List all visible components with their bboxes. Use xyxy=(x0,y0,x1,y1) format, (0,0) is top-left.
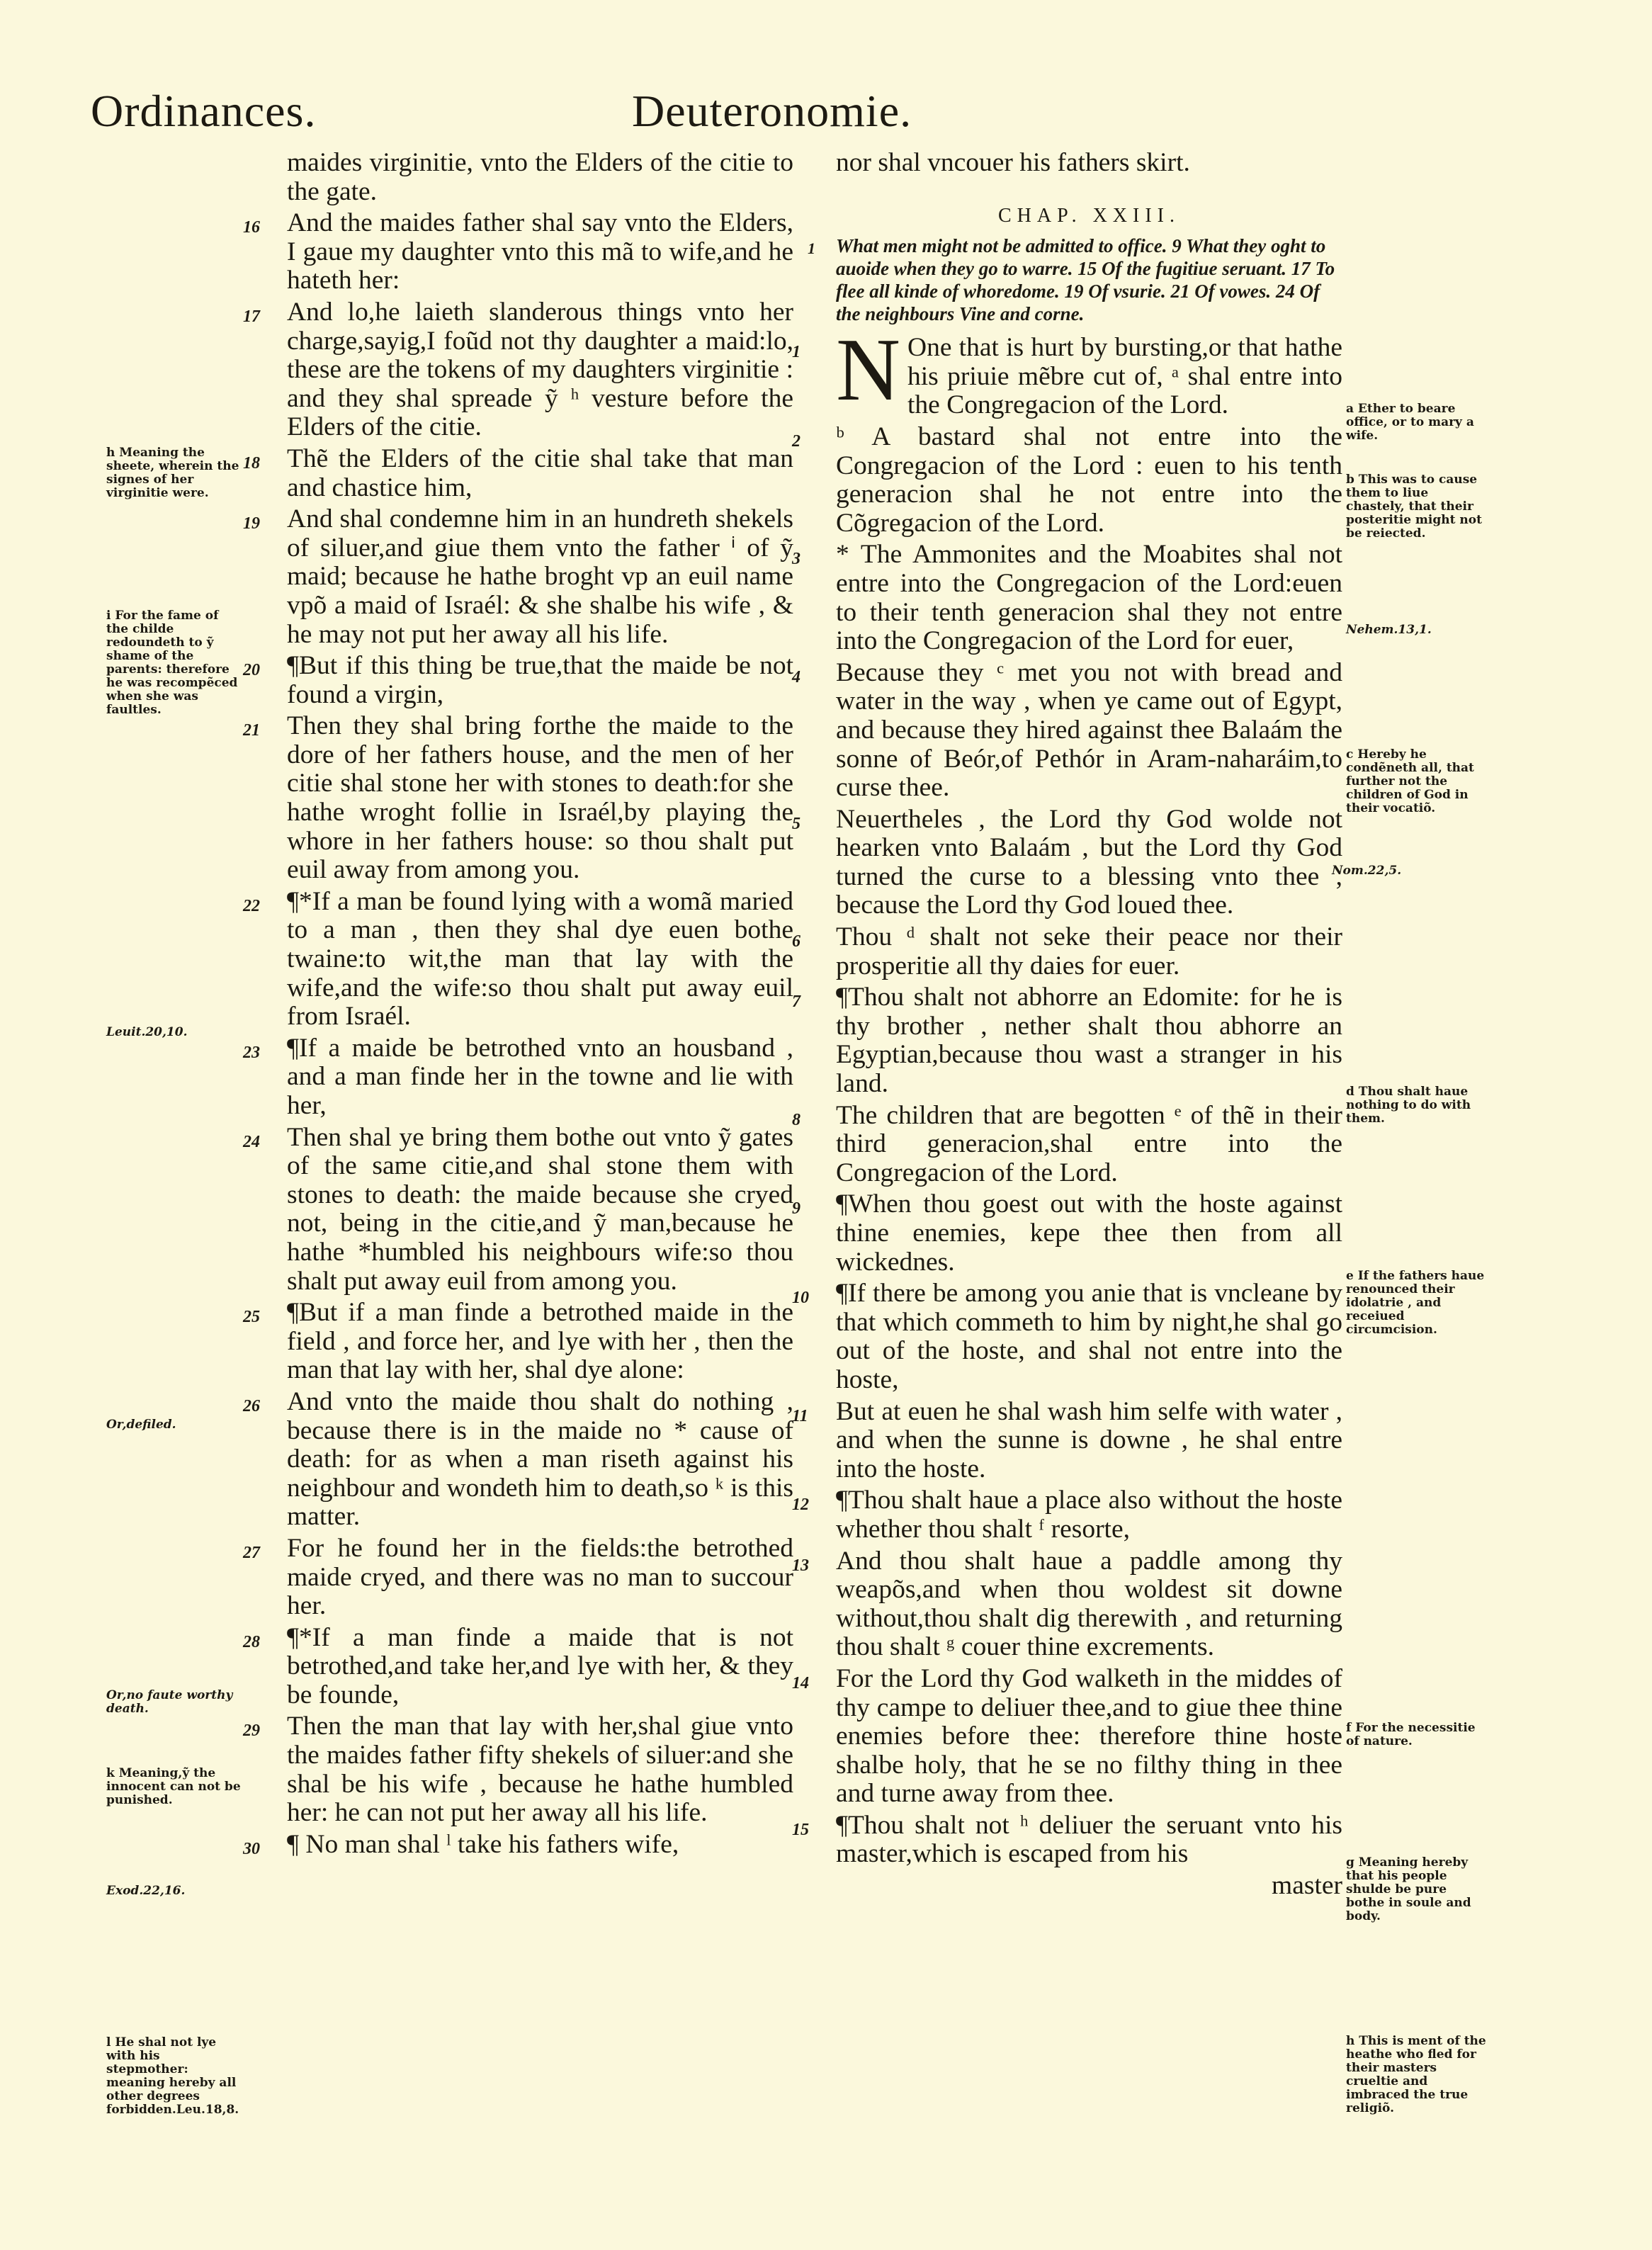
margin-note: Or,no faute worthy death. xyxy=(106,1688,233,1716)
verse-text: And shal condemne him in an hundreth shekels of siluer,and giue them vnto the father ⁱ of ỹ maid; because he hathe broght vp an euil name vpõ a maid of Israél: & she shalbe his wife , & he may not put her away all his life. xyxy=(287,504,793,649)
verse-text: And lo,he laieth slanderous things vnto her charge,sayig,I foũd not thy daughter a maid:lo, these are the tokens of my daughters virginitie : and they shal spreade ỹ ʰ vesture before the Elders of the citie. xyxy=(287,297,793,442)
verse-number: 16 xyxy=(243,218,260,237)
chapter-heading: CHAP. XXIII. xyxy=(998,204,1180,227)
catchword xyxy=(836,1872,1342,1901)
verse xyxy=(792,657,1342,803)
verse xyxy=(243,1298,793,1385)
summary-number: 1 xyxy=(808,239,815,258)
verse-number: 29 xyxy=(243,1722,260,1741)
verse-number: 17 xyxy=(243,307,260,326)
margin-note: a Ether to beare office, or to mary a wife. xyxy=(1346,402,1474,443)
running-head-center: Deuteronomie. xyxy=(632,86,912,136)
verse xyxy=(792,983,1342,1099)
verse-number: 19 xyxy=(243,514,260,533)
verse-text: ¶*If a man finde a maide that is not betrothed,and take her,and lye with her, & they be founde, xyxy=(287,1622,793,1709)
verse-number: 7 xyxy=(792,993,800,1012)
verse xyxy=(287,149,793,206)
cross-reference: Nehem.13,1. xyxy=(1346,623,1432,637)
verse-number: 15 xyxy=(792,1820,809,1839)
verse-text: Then shal ye bring them bothe out vnto ỹ gates of the same citie,and shal stone them with stones to death: the maide because she cryed not, being in the citie,and ỹ man,because he hathe *humbled his neighbours wife:so thou shalt put away euil from among you. xyxy=(287,1122,793,1296)
verse-text: maides virginitie, vnto the Elders of the citie to the gate. xyxy=(287,148,793,206)
margin-note: d Thou shalt haue nothing to do with them. xyxy=(1346,1085,1471,1126)
cross-reference: Nom.22,5. xyxy=(1332,864,1402,878)
verse-number: 13 xyxy=(792,1556,809,1575)
verse-text: And the maides father shal say vnto the Elders, I gaue my daughter vnto this mã to wife,and he hateth her: xyxy=(287,208,793,295)
verse xyxy=(243,1386,793,1532)
verse-text: ¶Thou shalt not abhorre an Edomite: for he is thy brother , nether shalt thou abhorre an Egyptian,because thou wast a stranger in his land. xyxy=(836,983,1342,1099)
verse-number: 24 xyxy=(243,1132,260,1151)
verse-number: 18 xyxy=(243,453,260,473)
verse-number: 27 xyxy=(243,1543,260,1562)
margin-note: i For the fame of the childe redoundeth to ỹ shame of the parents: therefore he was recompẽced when she was faultles. xyxy=(106,609,238,717)
verse xyxy=(243,504,793,649)
verse-number: 25 xyxy=(243,1308,260,1327)
verse xyxy=(792,1546,1342,1662)
verse-text: Thou ᵈ shalt not seke their peace nor their prosperitie all thy daies for euer. xyxy=(836,922,1342,980)
verse-number: 10 xyxy=(792,1289,809,1308)
verse-text: Neuertheles , the Lord thy God wolde not hearken vnto Balaám , but the Lord thy God turned the curse to a blessing vnto thee , because the Lord thy God loued thee. xyxy=(836,804,1342,920)
margin-note: c Hereby he condẽneth all, that further not the children of God in their vocatiõ. xyxy=(1346,747,1474,815)
verse xyxy=(243,1033,793,1121)
verse xyxy=(792,540,1342,656)
verse-number: 11 xyxy=(792,1406,808,1425)
verse xyxy=(243,886,793,1031)
margin-note: h Meaning the sheete, wherein the signes of her virginitie were. xyxy=(106,446,239,500)
verse-text: ¶But if a man finde a betrothed maide in the field , and force her, and lye with her , then the man that lay with her, shal dye alone: xyxy=(287,1298,793,1385)
left-text-column xyxy=(243,148,793,1862)
verse xyxy=(792,422,1342,538)
verse-number: 23 xyxy=(243,1043,260,1062)
verse-number: 26 xyxy=(243,1396,260,1415)
catchword-text: master xyxy=(1272,1871,1342,1901)
verse-number: 4 xyxy=(792,667,800,686)
verse xyxy=(243,651,793,709)
verse-text: ¶But if this thing be true,that the maide be not found a virgin, xyxy=(287,651,793,709)
margin-note: b This was to cause them to liue chastely, that their posteritie might not be reiected. xyxy=(1346,473,1482,541)
verse-text: Then they shal bring forthe the maide to the dore of her fathers house, and the men of her citie shal stone her with stones to death:for she hathe wroght follie in Israél,by playing the whore in her fathers house: so thou shalt put euil away from among you. xyxy=(287,711,793,885)
verse xyxy=(792,1100,1342,1188)
chapter-summary xyxy=(808,234,1342,325)
verse xyxy=(243,1829,793,1860)
margin-note: f For the necessitie of nature. xyxy=(1346,1721,1476,1748)
verse-text: ¶If a maide be betrothed vnto an housband , and a man finde her in the towne and lie with her, xyxy=(287,1033,793,1120)
running-head-left: Ordinances. xyxy=(91,86,317,136)
drop-cap: N xyxy=(836,321,900,420)
verse-number: 3 xyxy=(792,550,800,569)
verse xyxy=(243,711,793,885)
verse-number: 9 xyxy=(792,1199,800,1219)
margin-note: l He shal not lye with his stepmother: meaning hereby all other degrees forbidden.Leu.18,8. xyxy=(106,2035,239,2117)
verse-continuation xyxy=(836,149,1342,178)
verse-text: Then the man that lay with her,shal giue vnto the maides father fifty shekels of siluer:and she shal be his wife , because he hathe humbled her: he can not put her away all his life. xyxy=(287,1712,793,1828)
verse-number: 6 xyxy=(792,932,800,951)
verse-text: ¶ No man shal ˡ take his fathers wife, xyxy=(287,1829,679,1859)
right-text-column xyxy=(792,148,1342,1904)
verse-number: 5 xyxy=(792,814,800,833)
cross-reference: Exod.22,16. xyxy=(106,1884,186,1898)
verse-text: And vnto the maide thou shalt do nothing , because there is in the maide no * cause of death: for as when a man riseth against his neighbour and wondeth him to death,so ᵏ is this matter. xyxy=(287,1386,793,1532)
verse-number: 22 xyxy=(243,896,260,915)
verse xyxy=(243,1533,793,1621)
verse-text: But at euen he shal wash him selfe with water , and when the sunne is downe , he shal entre into the hoste. xyxy=(836,1396,1342,1483)
verse xyxy=(792,1279,1342,1394)
verse-text: ¶If there be among you anie that is vncleane by that which commeth to him by night,he shal go out of the hoste, and shal not entre into the hoste, xyxy=(836,1279,1342,1394)
verse-number: 14 xyxy=(792,1673,809,1692)
verse xyxy=(792,1663,1342,1809)
verse xyxy=(243,1712,793,1828)
verse-text: nor shal vncouer his fathers skirt. xyxy=(836,148,1190,177)
verse xyxy=(243,208,793,295)
margin-note: Or,defiled. xyxy=(106,1418,176,1432)
verse-text: For the Lord thy God walketh in the middes of thy campe to deliuer thee,and to giue thee thine enemies before thee: therefore thine hoste shalbe holy, that he se no filthy thing in thee and turne away from thee. xyxy=(836,1663,1342,1809)
summary-text: What men might not be admitted to office. 9 What they oght to auoide when they go to warre. 15 Of the fugitiue seruant. 17 To flee all kinde of whoredome. 19 Of vsurie. 21 Of vowes. 24 Of the neighbours Vine and corne. xyxy=(836,235,1335,325)
verse xyxy=(243,1622,793,1710)
verse-text: The children that are begotten ᵉ of thẽ in their third generacion,shal entre into the Congregacion of the Lord. xyxy=(836,1100,1342,1187)
verse xyxy=(792,1189,1342,1277)
verse-number: 21 xyxy=(243,721,260,740)
verse xyxy=(243,1122,793,1296)
verse-text: ᵇ A bastard shal not entre into the Congregacion of the Lord : euen to his tenth generacion shal he not entre into the Cõgregacion of the Lord. xyxy=(836,422,1342,538)
verse-text: ¶*If a man be found lying with a womã maried to a man , then they shal dye euen bothe twaine:to wit,the man that lay with the wife,and the wife:so thou shalt put away euil from Israél. xyxy=(287,886,793,1031)
verse xyxy=(792,922,1342,980)
verse-number: 28 xyxy=(243,1632,260,1651)
verse xyxy=(792,1486,1342,1544)
verse-text: Thẽ the Elders of the citie shal take that man and chastice him, xyxy=(287,443,793,502)
verse-number: 30 xyxy=(243,1839,260,1858)
verse-text: Because they ᶜ met you not with bread and water in the way , when ye came out of Egypt, and because they hired against thee Balaám the sonne of Beór,of Pethór in Aram-naharáim,to curse thee. xyxy=(836,657,1342,803)
verse-text: And thou shalt haue a paddle among thy weapõs,and when thou woldest sit downe without,thou shalt dig therewith , and returning thou shalt ᵍ couer thine excrements. xyxy=(836,1546,1342,1662)
cross-reference: Leuit.20,10. xyxy=(106,1025,188,1039)
verse-number: 2 xyxy=(792,431,800,451)
verse xyxy=(792,1810,1342,1869)
verse-text: * The Ammonites and the Moabites shal not entre into the Congregacion of the Lord:euen to their tenth generacion shal they not entre into the Congregacion of the Lord for euer, xyxy=(836,540,1342,656)
verse xyxy=(243,443,793,502)
verse-number: 12 xyxy=(792,1496,809,1515)
verse-number: 1 xyxy=(792,343,800,362)
verse xyxy=(792,804,1342,920)
verse-text: ¶When thou goest out with the hoste against thine enemies, kepe thee then from all wickednes. xyxy=(836,1189,1342,1277)
margin-note: g Meaning hereby that his people shulde be pure bothe in soule and body. xyxy=(1346,1855,1471,1923)
verse xyxy=(792,1396,1342,1484)
verse-text: One that is hurt by bursting,or that hathe his priuie mẽbre cut of, ᵃ shal entre into the Congregacion of the Lord. xyxy=(907,333,1342,420)
verse-text: ¶Thou shalt haue a place also without the hoste whether thou shalt ᶠ resorte, xyxy=(836,1486,1342,1544)
verse xyxy=(243,297,793,442)
margin-note: h This is ment of the heathe who fled for their masters crueltie and imbraced the true religiõ. xyxy=(1346,2034,1486,2115)
margin-note: e If the fathers haue renounced their idolatrie , and receiued circumcision. xyxy=(1346,1269,1485,1337)
verse-number: 20 xyxy=(243,661,260,680)
verse-text: For he found her in the fields:the betrothed maide cryed, and there was no man to succour her. xyxy=(287,1533,793,1621)
verse-text: ¶Thou shalt not ʰ deliuer the seruant vnto his master,which is escaped from his xyxy=(836,1810,1342,1869)
margin-note: k Meaning,ỹ the innocent can not be punished. xyxy=(106,1766,241,1807)
verse-first xyxy=(792,321,1342,420)
verse-number: 8 xyxy=(792,1110,800,1129)
